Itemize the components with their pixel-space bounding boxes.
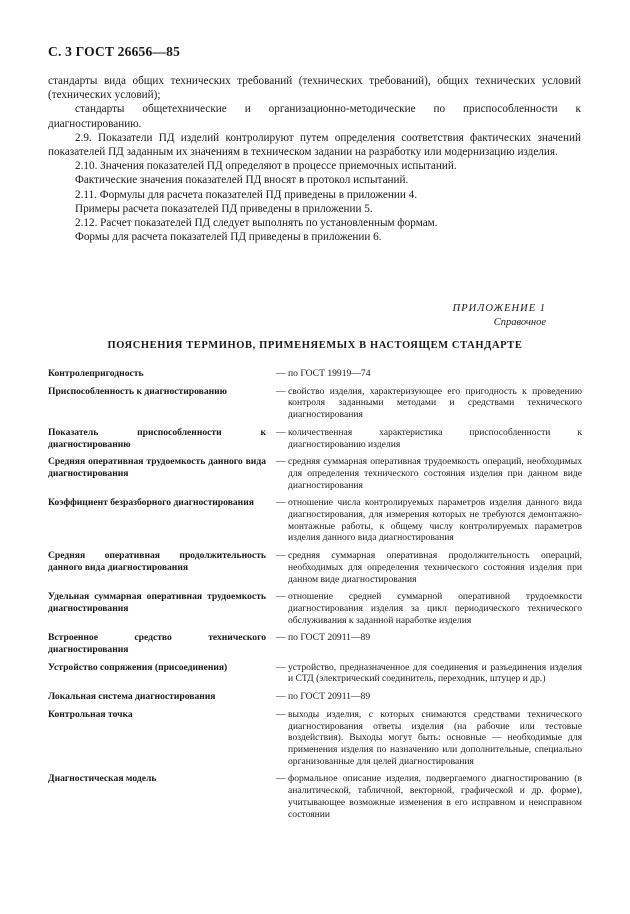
term-row <box>48 427 582 450</box>
dash: — <box>276 456 286 468</box>
term-name: Встроенное средство технического диагностирования <box>48 632 266 656</box>
term-definition: отношение средней суммарной оперативной трудоемкости диагностирования изделия за цикл периодического технического обслуживания к заданной наработке изделия <box>288 591 582 626</box>
term-row <box>48 456 582 491</box>
dash: — <box>276 385 286 397</box>
term-row <box>48 691 582 703</box>
term-row <box>48 773 582 820</box>
body-text <box>48 74 581 244</box>
term-row <box>48 632 582 655</box>
term-row <box>48 368 582 380</box>
term-row <box>48 550 582 585</box>
term-name: Локальная система диагностирования <box>48 691 216 703</box>
dash: — <box>276 497 286 509</box>
term-definition: формальное описание изделия, подвергаемого диагностированию (в аналитической, табличной, векторной, графической и др. форме), учитывающее возможные изменения в его исправном и неисправном состоянии <box>288 773 582 820</box>
paragraph: Фактические значения показателей ПД вносят в протокол испытаний. <box>75 174 409 187</box>
dash: — <box>276 426 286 438</box>
paragraph: стандарты общетехнические и организационно-методические по приспособленности к диагностированию. <box>48 103 581 130</box>
term-name: Контрольная точка <box>48 708 133 720</box>
paragraph: 2.11. Формулы для расчета показателей ПД приведены в приложении 4. <box>75 188 417 201</box>
paragraph: 2.12. Расчет показателей ПД следует выполнять по установленным формам. <box>75 217 438 230</box>
term-name: Показатель приспособленности к диагностированию <box>48 426 266 450</box>
paragraph: Примеры расчета показателей ПД приведены в приложении 5. <box>75 202 373 215</box>
appendix-subtitle: Справочное <box>493 317 546 328</box>
term-definition: по ГОСТ 19919—74 <box>288 368 371 379</box>
term-definition: по ГОСТ 20911—89 <box>288 691 371 703</box>
term-name: Устройство сопряжения (присоединения) <box>48 661 228 673</box>
paragraph: Формы для расчета показателей ПД приведены в приложении 6. <box>75 231 382 244</box>
dash: — <box>276 591 286 603</box>
term-row <box>48 386 582 421</box>
dash: — <box>276 632 286 644</box>
dash: — <box>276 368 286 379</box>
page-header: С. 3 ГОСТ 26656—85 <box>48 44 181 59</box>
term-definition: устройство, предназначенное для соединения и разъединения изделия и СТД (электрический соединитель, переходник, штуцер и др.) <box>288 661 582 685</box>
term-definition: по ГОСТ 20911—89 <box>288 632 371 644</box>
terms-list <box>48 368 582 826</box>
term-row <box>48 591 582 626</box>
term-name: Средняя оперативная продолжительность данного вида диагностирования <box>48 550 266 573</box>
term-definition: выходы изделия, с которых снимаются средствами технического диагностирования ответы изделия (на рабочие или тестовые воздействия). Выходы могут быть: основные — необходимые для применения изделия по назначению или дополнительные, специально организованные для целей диагностирования <box>288 708 582 767</box>
dash: — <box>276 708 286 720</box>
paragraph: 2.9. Показатели ПД изделий контролируют путем определения соответствия фактических значений показателей ПД заданным их значениям в техническом задании на разработку или модернизацию изделия. <box>48 131 581 159</box>
term-definition: свойство изделия, характеризующее его пригодность к проведению контроля заданными методами и средствами технического диагностирования <box>288 385 582 421</box>
section-title: ПОЯСНЕНИЯ ТЕРМИНОВ, ПРИМЕНЯЕМЫХ В НАСТОЯЩЕМ СТАНДАРТЕ <box>107 340 523 351</box>
paragraph: стандарты вида общих технических требований (технических требований), общих технических условий (технических условий); <box>48 75 581 102</box>
term-name: Диагностическая модель <box>48 773 157 785</box>
term-definition: количественная характеристика приспособленности к диагностированию изделия <box>288 426 582 450</box>
appendix-title: ПРИЛОЖЕНИЕ 1 <box>452 303 546 314</box>
appendix-label <box>453 302 546 330</box>
dash: — <box>276 550 286 562</box>
term-row <box>48 497 582 544</box>
term-definition: средняя суммарная оперативная трудоемкость операций, необходимых для определения технического состояния изделия при данном виде диагностирования <box>288 456 582 491</box>
term-name: Удельная суммарная оперативная трудоемкость диагностирования <box>48 591 266 614</box>
term-name: Средняя оперативная трудоемкость данного вида диагностирования <box>48 456 266 479</box>
term-definition: средняя суммарная оперативная продолжительность операций, необходимых для определения технического состояния изделия при данном виде диагностирования <box>288 550 582 585</box>
term-row <box>48 662 582 685</box>
term-name: Контролепригодность <box>48 368 144 379</box>
term-definition: отношение числа контролируемых параметров изделия данного вида диагностирования, для измерения которых не требуются демонтажно-монтажные работы, к общему числу контролируемых параметров изделия данного вида диагностирования <box>288 497 582 544</box>
paragraph: 2.10. Значения показателей ПД определяют в процессе приемочных испытаний. <box>75 160 457 173</box>
term-row <box>48 709 582 768</box>
term-name: Коэффициент безразборного диагностирования <box>48 497 254 509</box>
dash: — <box>276 661 286 673</box>
dash: — <box>276 691 286 703</box>
term-name: Приспособленность к диагностированию <box>48 385 227 397</box>
dash: — <box>276 773 286 785</box>
